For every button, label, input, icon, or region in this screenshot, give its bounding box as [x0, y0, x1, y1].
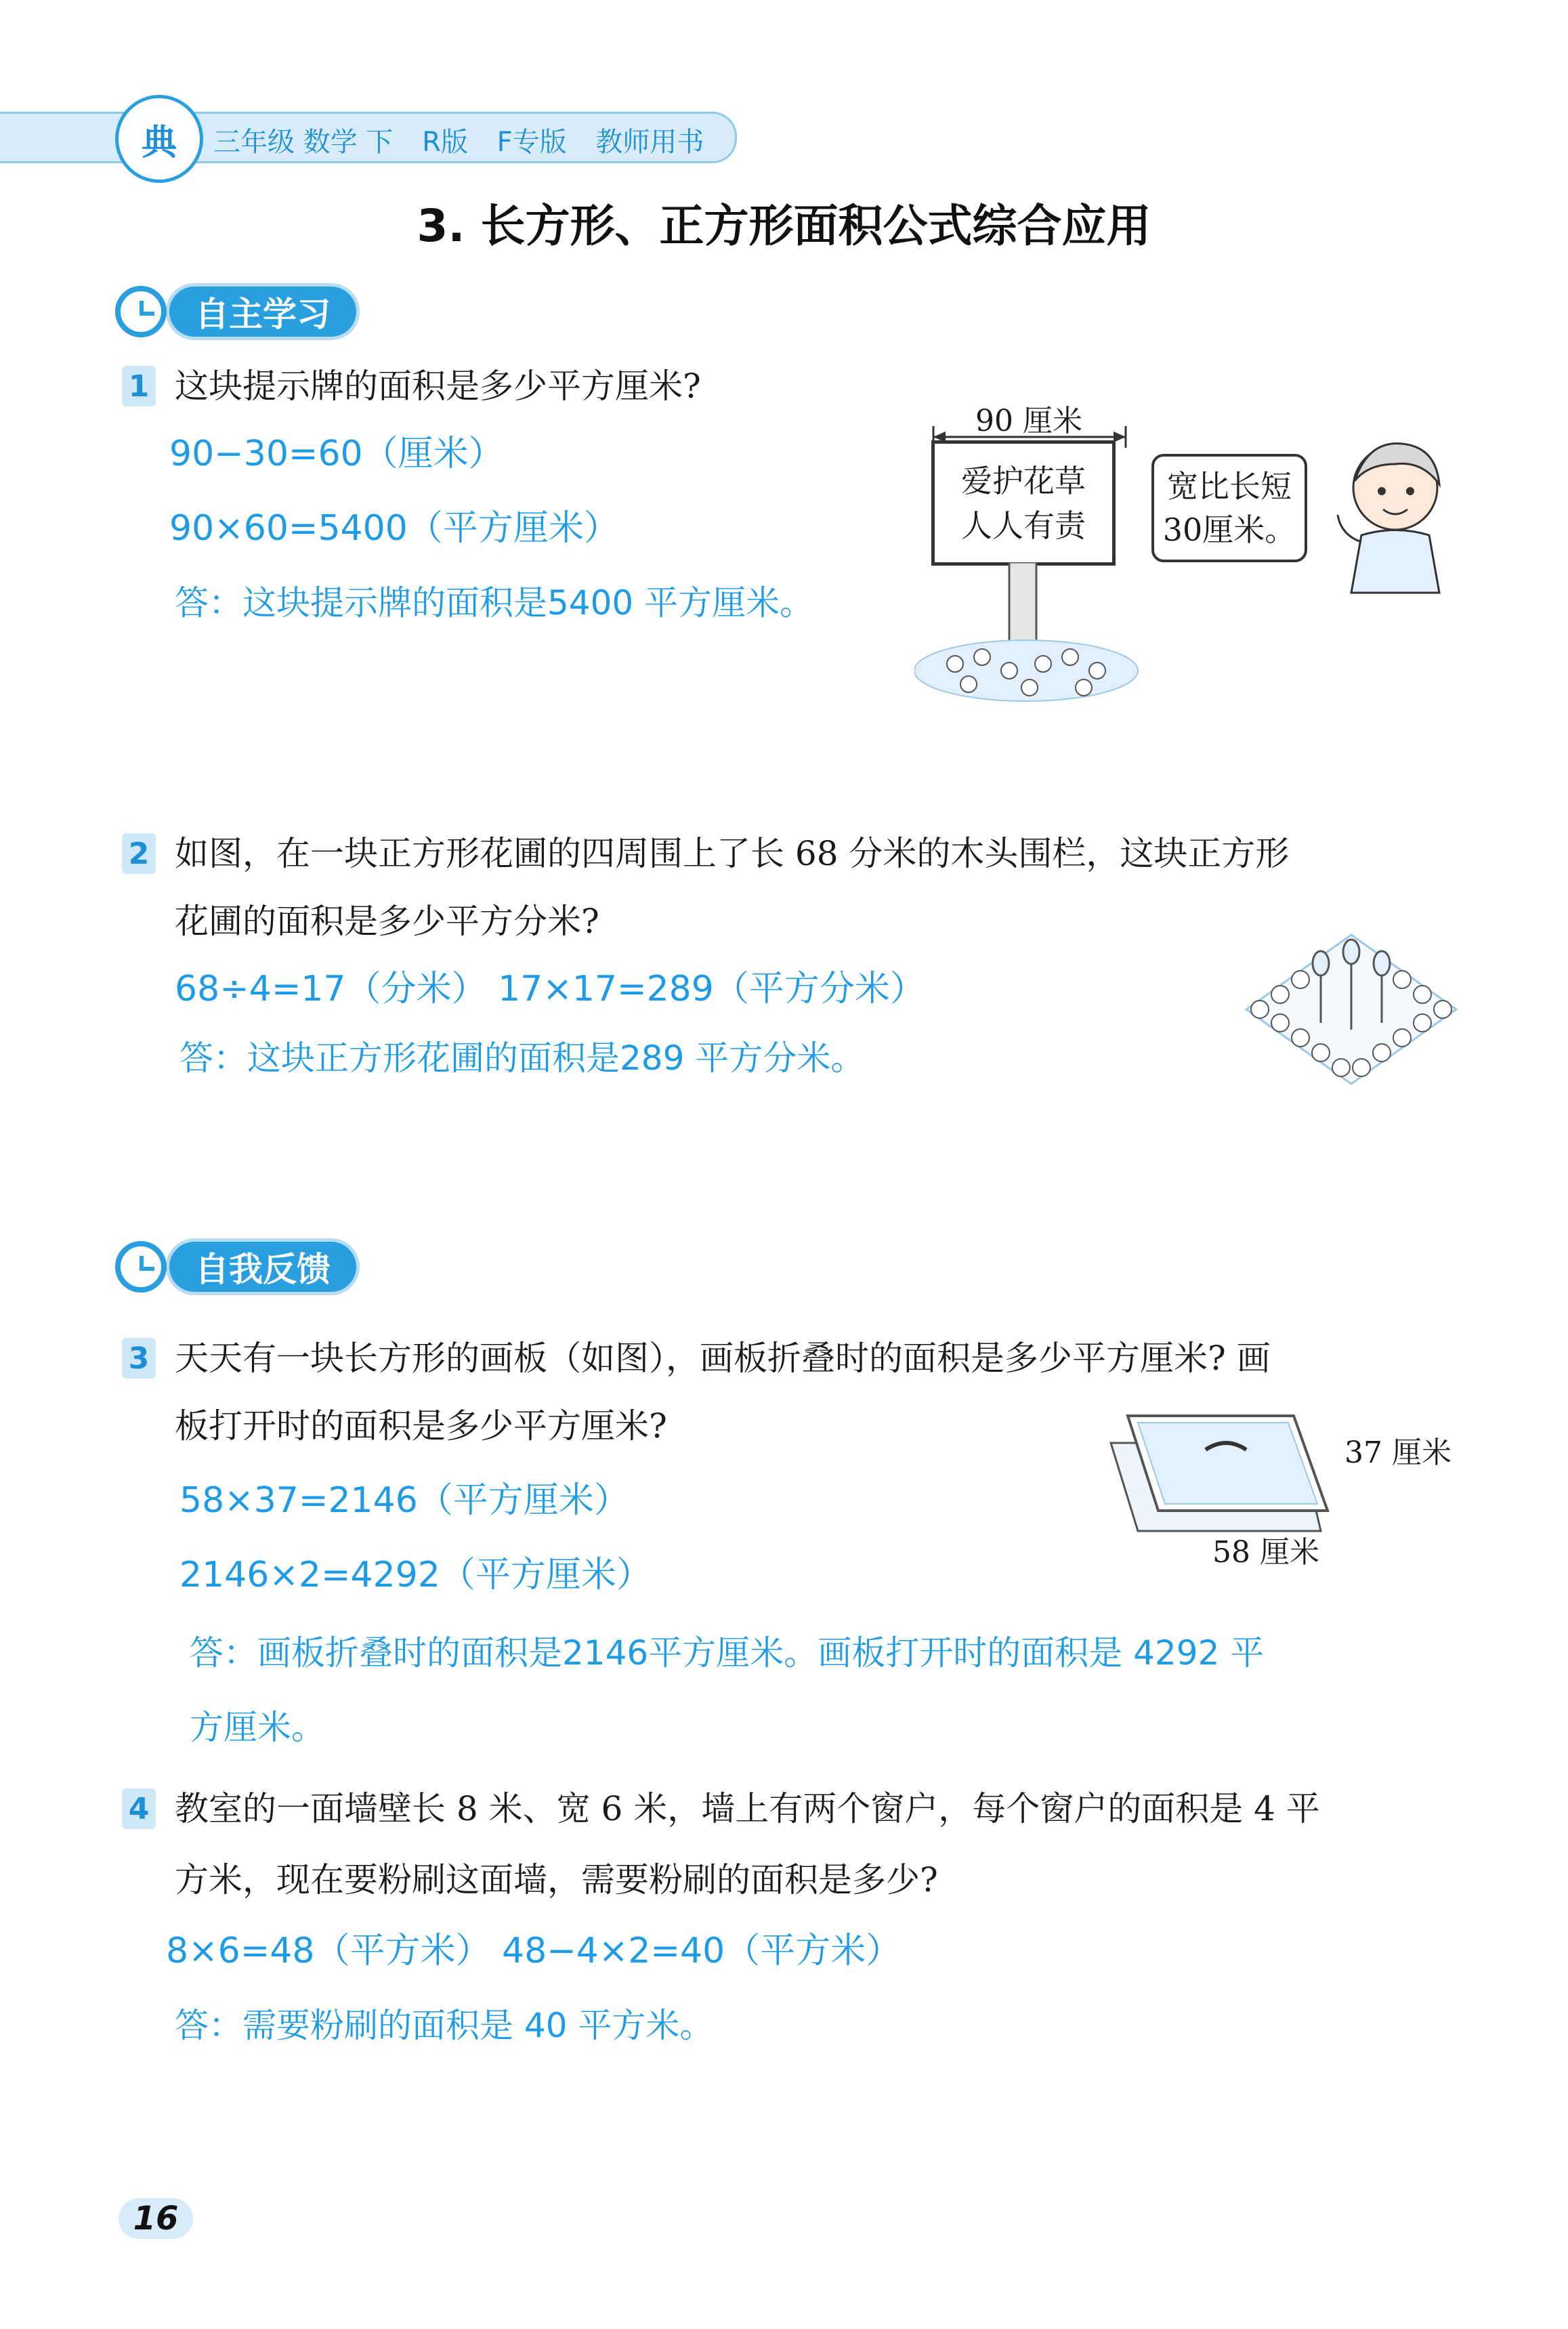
header-grade: 三年级 数学 下: [213, 127, 394, 158]
problem-number: 3: [122, 1338, 156, 1379]
section-label: 自我反馈: [169, 1242, 356, 1292]
speech-bubble: [1151, 454, 1307, 562]
alarm-clock-icon: [115, 286, 167, 337]
sign-board: [931, 440, 1116, 566]
header-special: F专版: [496, 127, 567, 158]
drawing-board-illustration: [1097, 1402, 1334, 1538]
sign-text-line2: 人人有责: [961, 507, 1086, 544]
problem-question-cont: 板打开时的面积是多少平方厘米?: [175, 1406, 667, 1446]
problem-question: 如图，在一块正方形花圃的四周围上了长 68 分米的木头围栏，这块正方形: [175, 834, 1290, 873]
book-logo: 典: [115, 95, 203, 183]
section-self-feedback: [115, 1236, 356, 1297]
sign-text-line1: 爱护花草: [961, 462, 1086, 499]
alarm-clock-icon: [115, 1241, 167, 1293]
problem-number: 1: [122, 366, 156, 406]
section-label: 自主学习: [169, 287, 356, 337]
answer-line: 58×37=2146（平方厘米）: [179, 1480, 629, 1521]
header-book: 教师用书: [595, 127, 704, 158]
problem-number: 2: [122, 833, 156, 874]
bubble-text-line2: 30厘米。: [1162, 511, 1296, 548]
bubble-text-line1: 宽比长短: [1167, 468, 1292, 505]
child-illustration: [1328, 434, 1463, 596]
page-title: 3. 长方形、正方形面积公式综合应用: [417, 200, 1151, 252]
answer-statement: 答：画板折叠时的面积是2146平方厘米。画板打开时的面积是 4292 平: [190, 1633, 1265, 1673]
answer-line: 90×60=5400（平方厘米）: [169, 508, 619, 549]
flower-bed-illustration: [914, 562, 1145, 705]
answer-statement-cont: 方厘米。: [190, 1708, 325, 1747]
page-number: 16: [119, 2198, 193, 2239]
fenced-garden-illustration: [1239, 921, 1463, 1097]
answer-statement: 答：这块正方形花圃的面积是289 平方分米。: [179, 1038, 865, 1078]
answer-statement: 答：需要粉刷的面积是 40 平方米。: [175, 2006, 714, 2045]
problem-number: 4: [122, 1788, 156, 1829]
board-side-label: 37 厘米: [1344, 1435, 1452, 1470]
problem-question: 天天有一块长方形的画板（如图），画板折叠时的面积是多少平方厘米? 画: [175, 1339, 1271, 1378]
problem-question-cont: 花圃的面积是多少平方分米?: [175, 902, 599, 941]
problem-question: 教室的一面墙壁长 8 米、宽 6 米，墙上有两个窗户，每个窗户的面积是 4 平: [175, 1789, 1320, 1828]
sign-width-label: 90 厘米: [975, 404, 1082, 438]
answer-line: 8×6=48（平方米） 48−4×2=40（平方米）: [166, 1931, 902, 1971]
board-bottom-label: 58 厘米: [1212, 1535, 1319, 1570]
answer-line: 90−30=60（厘米）: [169, 434, 504, 474]
problem-question: 这块提示牌的面积是多少平方厘米?: [175, 366, 701, 406]
header-info: [213, 121, 724, 159]
answer-statement: 答：这块提示牌的面积是5400 平方厘米。: [175, 583, 814, 623]
header-edition: R版: [422, 127, 468, 158]
section-self-study: [115, 281, 356, 342]
answer-line: 2146×2=4292（平方厘米）: [179, 1555, 652, 1595]
problem-question-cont: 方米，现在要粉刷这面墙，需要粉刷的面积是多少?: [175, 1860, 938, 1900]
header-band-left: [0, 112, 115, 163]
answer-line: 68÷4=17（分米） 17×17=289（平方分米）: [175, 969, 925, 1009]
